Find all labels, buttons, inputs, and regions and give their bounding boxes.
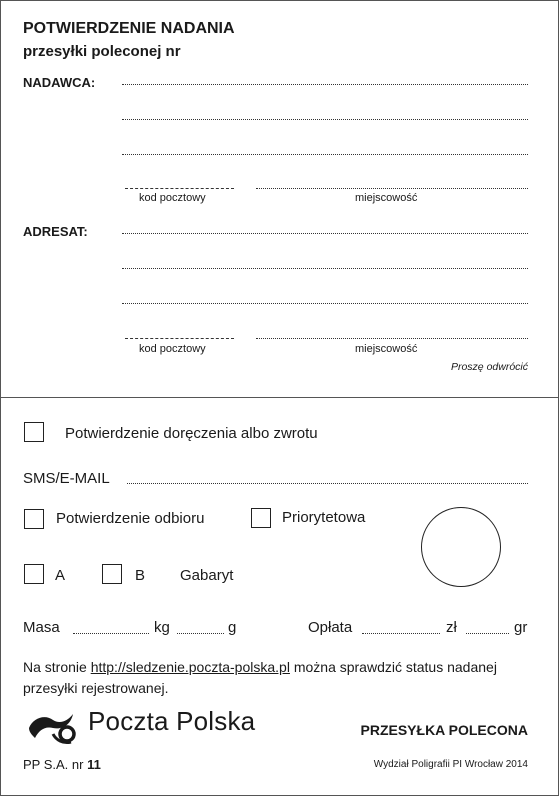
g-unit: g <box>228 619 237 636</box>
sender-label: NADAWCA: <box>23 75 96 90</box>
fee-gr-field[interactable] <box>466 633 509 634</box>
sender-postal-caption: kod pocztowy <box>139 192 206 204</box>
brand-name: Poczta Polska <box>88 706 256 736</box>
tracking-info-suffix: można sprawdzić status nadanej <box>293 659 497 675</box>
gr-unit: gr <box>514 619 528 636</box>
recipient-postal-code-field[interactable] <box>125 338 234 339</box>
sender-city-field[interactable] <box>256 188 528 189</box>
mass-label: Masa <box>23 619 60 636</box>
section-divider <box>0 397 559 398</box>
mass-g-field[interactable] <box>177 633 224 634</box>
mass-kg-field[interactable] <box>73 633 149 634</box>
fee-label: Opłata <box>308 619 353 636</box>
delivery-confirmation-checkbox[interactable] <box>24 422 44 442</box>
sender-city-caption: miejscowość <box>355 192 418 204</box>
tracking-info-line-1 <box>23 659 497 675</box>
sender-line-2[interactable] <box>122 119 528 120</box>
kg-unit: kg <box>154 619 170 636</box>
form-title: POTWIERDZENIE NADANIA <box>23 20 235 37</box>
size-a-label: A <box>55 567 66 584</box>
size-b-label: B <box>135 567 146 584</box>
sender-postal-code-field[interactable] <box>125 188 234 189</box>
delivery-confirmation-label: Potwierdzenie doręczenia albo zwrotu <box>65 425 318 442</box>
size-b-checkbox[interactable] <box>102 564 122 584</box>
recipient-line-2[interactable] <box>122 268 528 269</box>
postmark-stamp-circle <box>421 507 501 587</box>
gabaryt-label: Gabaryt <box>180 567 234 584</box>
sms-email-field[interactable] <box>127 483 528 484</box>
sender-line-1[interactable] <box>122 84 528 85</box>
receipt-confirmation-label: Potwierdzenie odbioru <box>56 510 205 527</box>
tracking-info-prefix: Na stronie <box>23 659 87 675</box>
poczta-polska-horn-logo-icon <box>23 704 83 746</box>
recipient-city-caption: miejscowość <box>355 343 418 355</box>
printer-credit: Wydział Poligrafii PI Wrocław 2014 <box>373 759 528 770</box>
recipient-line-3[interactable] <box>122 303 528 304</box>
receipt-confirmation-checkbox[interactable] <box>24 509 44 529</box>
turn-over-note: Proszę odwrócić <box>450 361 528 373</box>
recipient-city-field[interactable] <box>256 338 528 339</box>
form-number <box>23 757 101 772</box>
recipient-postal-caption: kod pocztowy <box>139 343 206 355</box>
size-a-checkbox[interactable] <box>24 564 44 584</box>
tracking-url-link[interactable]: http://sledzenie.poczta-polska.pl <box>90 659 290 675</box>
form-number-prefix: PP S.A. nr <box>23 757 84 772</box>
tracking-info-line-2: przesyłki rejestrowanej. <box>23 680 169 696</box>
recipient-label: ADRESAT: <box>23 224 88 239</box>
registered-mail-title: PRZESYŁKA POLECONA <box>360 722 528 738</box>
recipient-line-1[interactable] <box>122 233 528 234</box>
sms-email-label: SMS/E-MAIL <box>23 470 110 487</box>
priority-label: Priorytetowa <box>282 509 366 526</box>
sender-line-3[interactable] <box>122 154 528 155</box>
fee-zl-field[interactable] <box>362 633 440 634</box>
priority-checkbox[interactable] <box>251 508 271 528</box>
form-subtitle: przesyłki poleconej nr <box>23 43 181 60</box>
zl-unit: zł <box>446 619 457 636</box>
form-number-value: 11 <box>87 757 101 772</box>
